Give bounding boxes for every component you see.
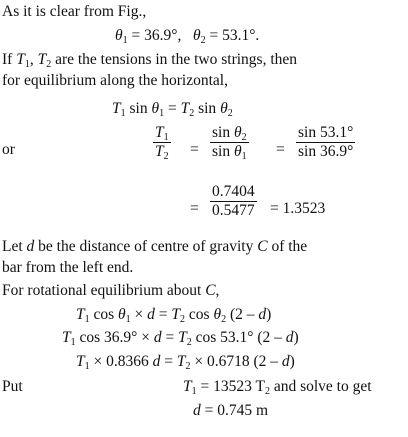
text-line-4: for equilibrium along the horizontal, xyxy=(2,72,228,89)
theta2-value: 53.1° xyxy=(222,27,256,44)
theta1-value: 36.9° xyxy=(144,27,178,44)
horizontal-equilibrium-equation: $T_1$ $\sin \theta_1 = T_2$ $\sin \theta_2$ xyxy=(112,100,233,119)
text-line-1: As it is clear from Fig., xyxy=(2,3,147,20)
text-line-10: For rotational equilibrium about C, xyxy=(2,282,220,299)
sin-values-fraction: $\frac{\sin 53.1^\circ}{\sin 36.9^\circ}$ xyxy=(298,124,354,160)
put-equation: $T_1 = 13523$ $T_2$ and solve to get xyxy=(183,378,372,397)
final-result: d = 0.745 m xyxy=(193,402,269,419)
theta-values: $\theta_1 = 36.9^\circ$, $\theta_2 = 53.1^\circ$. xyxy=(115,27,260,46)
ratio-result: = 1.3523 xyxy=(270,200,326,217)
ratio-t1-t2-fraction: $\frac{T_1}{T_2}$ xyxy=(155,124,169,162)
rotational-equation-3: $T_1 \times 0.8366$ $d = T_2 \times 0.6718$ (2 – d) xyxy=(76,353,295,372)
equals-sign: = xyxy=(190,141,199,158)
or-label: or xyxy=(2,141,15,158)
text-line-3: If $T_1$, $T_2$ are the tensions in the two strings, then xyxy=(2,51,298,70)
equals-sign: = xyxy=(276,141,285,158)
equals-sign: = xyxy=(190,200,199,217)
rotational-equation-2: $T_1$ $\cos 36.9^\circ \times d = T_2$ cos 53.1° (2 – d) xyxy=(62,329,299,348)
text-line-9: bar from the left end. xyxy=(2,259,134,276)
rotational-equation-1: $T_1$ $\cos \theta_1 \times d = T_2$ $\cos \theta_2$ (2 – d) xyxy=(76,306,272,325)
numeric-fraction: $\frac{0.7404}{0.5477}$ xyxy=(212,183,255,219)
sin-theta-fraction: $\frac{\sin \theta_2}{\sin \theta_1}$ xyxy=(212,124,247,162)
text-line-8: Let d be the distance of centre of gravity C of the xyxy=(2,238,308,255)
put-label: Put xyxy=(2,378,23,395)
